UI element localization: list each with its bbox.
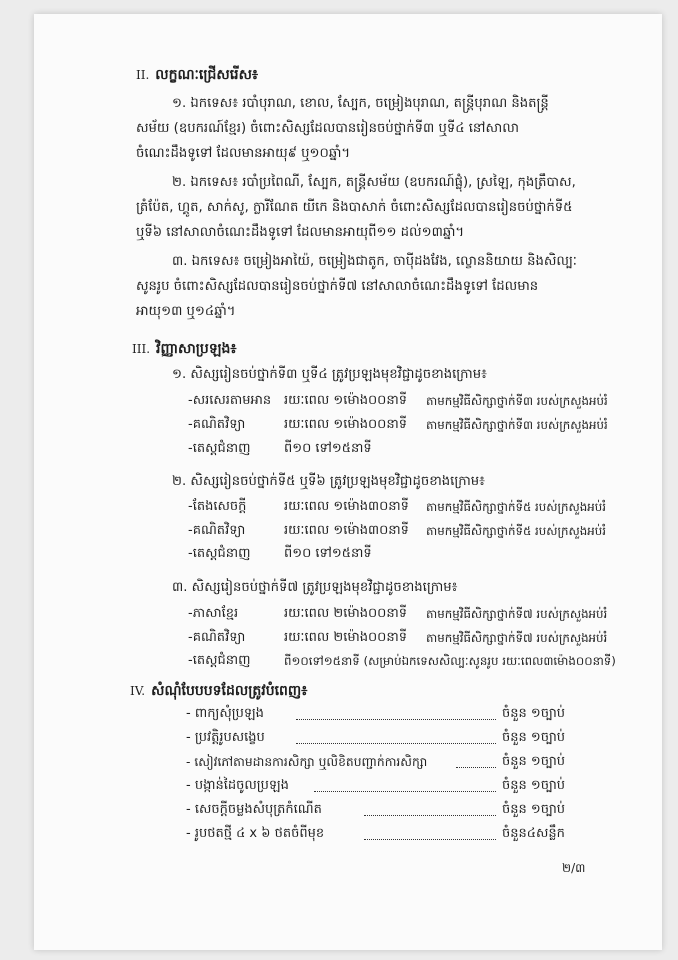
exam-duration: រយៈពេល ១ម៉ោង៣០នាទី [284,499,409,514]
paragraph-line: សម័យ (ឧបករណ៍ខ្មែរ) ចំពោះសិស្សដែលបានរៀនចប់ថ្នាក់ទី៣ ឬទី៤ នៅសាលា [136,121,519,136]
form-item-label: - បង្កាន់ដៃចូលប្រឡង [186,778,289,793]
paragraph-line: ចំណេះដឹងទូទៅ ដែលមានអាយុ៩ ឬ១០ឆ្នាំ។ [136,146,351,161]
form-item-count: ចំនួន ១ច្បាប់ [502,730,566,745]
exam-curriculum: តាមកម្មវិធីសិក្សាថ្នាក់ទី៣ របស់ក្រសួងអប់រំ [426,418,608,432]
exam-subject: -គណិតវិទ្យា [188,523,246,538]
form-item-count: ចំនួន ១ច្បាប់ [502,778,566,793]
paragraph-line: ១. ឯកទេស៖ របាំបុរាណ, ខោល, ស្បែក, ចម្រៀងបុរាណ, តន្ត្រីបុរាណ និងតន្ត្រី [172,96,549,111]
section-heading-exams [132,340,237,358]
exam-duration: រយៈពេល ២ម៉ោង០០នាទី [284,606,407,621]
exam-subject: -ភាសាខ្មែរ [188,606,239,621]
section-number: III. [132,342,151,356]
paragraph-line: សូនរូប ចំពោះសិស្សដែលបានរៀនចប់ថ្នាក់ទី៧ នៅសាលាចំណេះដឹងទូទៅ ដែលមាន [136,279,539,294]
section-number: IV. [130,684,146,698]
section-title: វិញ្ញាសាប្រឡង៖ [156,341,237,357]
exam-curriculum: តាមកម្មវិធីសិក្សាថ្នាក់ទី៧ របស់ក្រសួងអប់រំ [426,607,608,621]
exam-duration: រយៈពេល ១ម៉ោង០០នាទី [284,393,407,408]
exam-group-title: ៣. សិស្សរៀនចប់ថ្នាក់ទី៧ ត្រូវប្រឡងមុខវិជ្ជាដូចខាងក្រោម៖ [172,580,458,595]
form-item-label: - ពាក្យសុំប្រឡង [186,706,264,721]
section-number: II. [136,68,150,82]
exam-duration: រយៈពេល ២ម៉ោង០០នាទី [284,630,407,645]
form-item-count: ចំនួន ១ច្បាប់ [502,754,566,769]
paragraph-line: ត្រំប៉ែត, ហ្គូត, សាក់សូ, ក្លារីណែត យីកេ និងបាសាក់ ចំពោះសិស្សដែលបានរៀនចប់ថ្នាក់ទី៥ [136,200,573,215]
section-heading-criteria [136,66,258,84]
exam-group-title: ១. សិស្សរៀនចប់ថ្នាក់ទី៣ ឬទី៤ ត្រូវប្រឡងមុខវិជ្ជាដូចខាងក្រោម៖ [172,367,487,382]
document-page [34,14,662,950]
exam-subject: -តែងសេចក្តី [188,499,247,514]
form-item-label: - ប្រវត្តិរូបសង្ខេប [186,730,265,745]
paragraph-line: ឬទី៦ នៅសាលាចំណេះដឹងទូទៅ ដែលមានអាយុពី១១ ដល់១៣ឆ្នាំ។ [136,225,465,240]
exam-curriculum: តាមកម្មវិធីសិក្សាថ្នាក់ទី៧ របស់ក្រសួងអប់រំ [426,631,608,645]
leader-dots [456,767,496,768]
exam-duration: ពី១០ ទៅ១៥នាទី [284,441,372,456]
exam-subject: -គណិតវិទ្យា [188,417,246,432]
exam-duration: ពី១០ទៅ១៥នាទី (សម្រាប់ឯកទេសសិល្បៈសូនរូប រយៈពេល៣ម៉ោង០០នាទី) [284,654,616,668]
leader-dots [314,791,496,792]
exam-curriculum: តាមកម្មវិធីសិក្សាថ្នាក់ទី៣ របស់ក្រសួងអប់រំ [426,394,608,408]
exam-subject: -តេស្តជំនាញ [188,441,251,456]
paragraph-line: អាយុ១៣ ឬ១៤ឆ្នាំ។ [136,304,236,319]
exam-duration: ពី១០ ទៅ១៥នាទី [284,546,372,561]
page-number: ២/៣ [562,861,586,875]
form-item-count: ចំនួន ១ច្បាប់ [502,802,566,817]
exam-subject: -តេស្តជំនាញ [188,546,251,561]
exam-curriculum: តាមកម្មវិធីសិក្សាថ្នាក់ទី៥ របស់ក្រសួងអប់រំ [426,524,606,538]
form-item-label: - សៀវភៅតាមដានការសិក្សា ឬលិខិតបញ្ជាក់ការសិក្សា [186,755,428,769]
leader-dots [364,815,496,816]
exam-subject: -តេស្តជំនាញ [188,653,251,668]
exam-subject: -គណិតវិទ្យា [188,630,246,645]
exam-curriculum: តាមកម្មវិធីសិក្សាថ្នាក់ទី៥ របស់ក្រសួងអប់រំ [426,500,606,514]
paragraph-line: ៣. ឯកទេស៖ ចម្រៀងអាយ៉ៃ, ចម្រៀងជាតូក, ចាប៉ីដងវែង, ល្ខោននិយាយ និងសិល្បៈ [172,254,577,269]
leader-dots [364,839,496,840]
form-item-count: ចំនួន៤សន្លឹក [502,826,565,841]
exam-duration: រយៈពេល ១ម៉ោង៣០នាទី [284,523,409,538]
paragraph-line: ២. ឯកទេស៖ របាំប្រពៃណី, ស្បែក, តន្ត្រីសម័យ (ឧបករណ៍ផ្លុំ), ស្រឡៃ, កុងត្រឹបាស, [172,175,576,190]
exam-group-title: ២. សិស្សរៀនចប់ថ្នាក់ទី៥ ឬទី៦ ត្រូវប្រឡងមុខវិជ្ជាដូចខាងក្រោម៖ [172,474,485,489]
form-item-count: ចំនួន ១ច្បាប់ [502,706,566,721]
section-title: លក្ខណៈជ្រើសរើស៖ [155,67,259,83]
leader-dots [296,719,496,720]
section-title: សំណុំបែបបទដែលត្រូវបំពេញ៖ [151,683,308,699]
form-item-label: - សេចក្តីចម្លងសំបុត្រកំណើត [186,802,322,817]
exam-duration: រយៈពេល ១ម៉ោង០០នាទី [284,417,407,432]
leader-dots [296,743,496,744]
section-heading-forms [130,682,307,700]
form-item-label: - រូបថតថ្មី ៤ x ៦ ថតចំពីមុខ [186,826,325,841]
exam-subject: -សរសេរតាមអាន [188,393,272,408]
